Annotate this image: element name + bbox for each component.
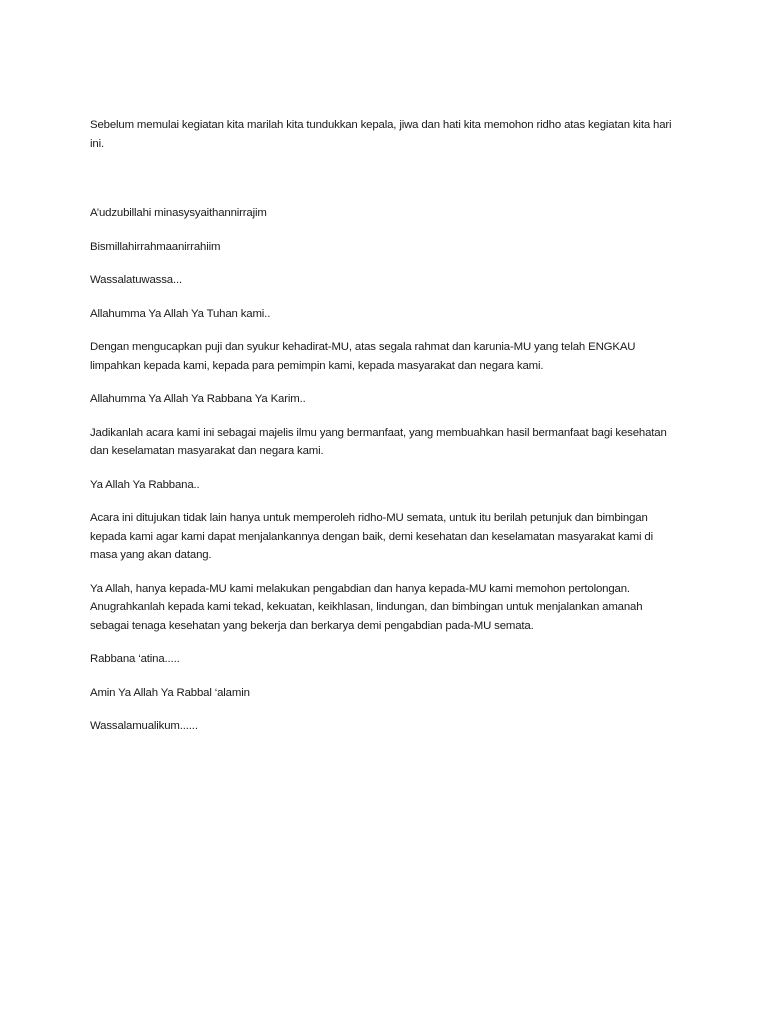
paragraph-pengabdian: Ya Allah, hanya kepada-MU kami melakukan pengabdian dan hanya kepada-MU kami memohon pertolongan. Anugrahkanlah kepada kami tekad, kekuatan, keikhlasan, lindungan, dan bimbingan untuk menjalankan amanah sebagai tenaga kesehatan yang bekerja dan berkarya demi pengabdian pada-MU semata. bbox=[90, 582, 643, 632]
paragraph-salam-penutup: Wassalamualikum...... bbox=[90, 720, 198, 732]
paragraph-taawudz: A’udzubillahi minasysyaithannirrajim bbox=[90, 207, 267, 219]
paragraph-allahumma-rabbana: Allahumma Ya Allah Ya Rabbana Ya Karim.. bbox=[90, 393, 306, 405]
paragraph-shalawat: Wassalatuwassa... bbox=[90, 274, 182, 286]
document-body bbox=[90, 116, 680, 751]
paragraph-rabbana-atina: Rabbana ‘atina..... bbox=[90, 653, 180, 665]
paragraph-basmalah: Bismillahirrahmaanirrahiim bbox=[90, 240, 221, 253]
paragraph-intro: Sebelum memulai kegiatan kita marilah kita tundukkan kepala, jiwa dan hati kita memohon ridho atas kegiatan kita hari ini. bbox=[90, 119, 672, 150]
paragraph-amin: Amin Ya Allah Ya Rabbal ‘alamin bbox=[90, 686, 250, 699]
paragraph-majelis-ilmu: Jadikanlah acara kami ini sebagai majelis ilmu yang bermanfaat, yang membuahkan hasil bermanfaat bagi kesehatan dan keselamatan masyarakat dan negara kami. bbox=[90, 426, 667, 457]
paragraph-ya-allah-rabbana: Ya Allah Ya Rabbana.. bbox=[90, 478, 200, 491]
paragraph-tujuan-acara: Acara ini ditujukan tidak lain hanya untuk memperoleh ridho-MU semata, untuk itu berilah petunjuk dan bimbingan kepada kami agar kami dapat menjalankannya dengan baik, demi kesehatan dan keselamatan masyarakat kami di masa yang akan datang. bbox=[90, 512, 653, 561]
paragraph-allahumma-tuhan: Allahumma Ya Allah Ya Tuhan kami.. bbox=[90, 307, 271, 320]
paragraph-syukur: Dengan mengucapkan puji dan syukur kehadirat-MU, atas segala rahmat dan karunia-MU yang telah ENGKAU limpahkan kepada kami, kepada para pemimpin kami, kepada masyarakat dan negara kami. bbox=[90, 341, 636, 372]
